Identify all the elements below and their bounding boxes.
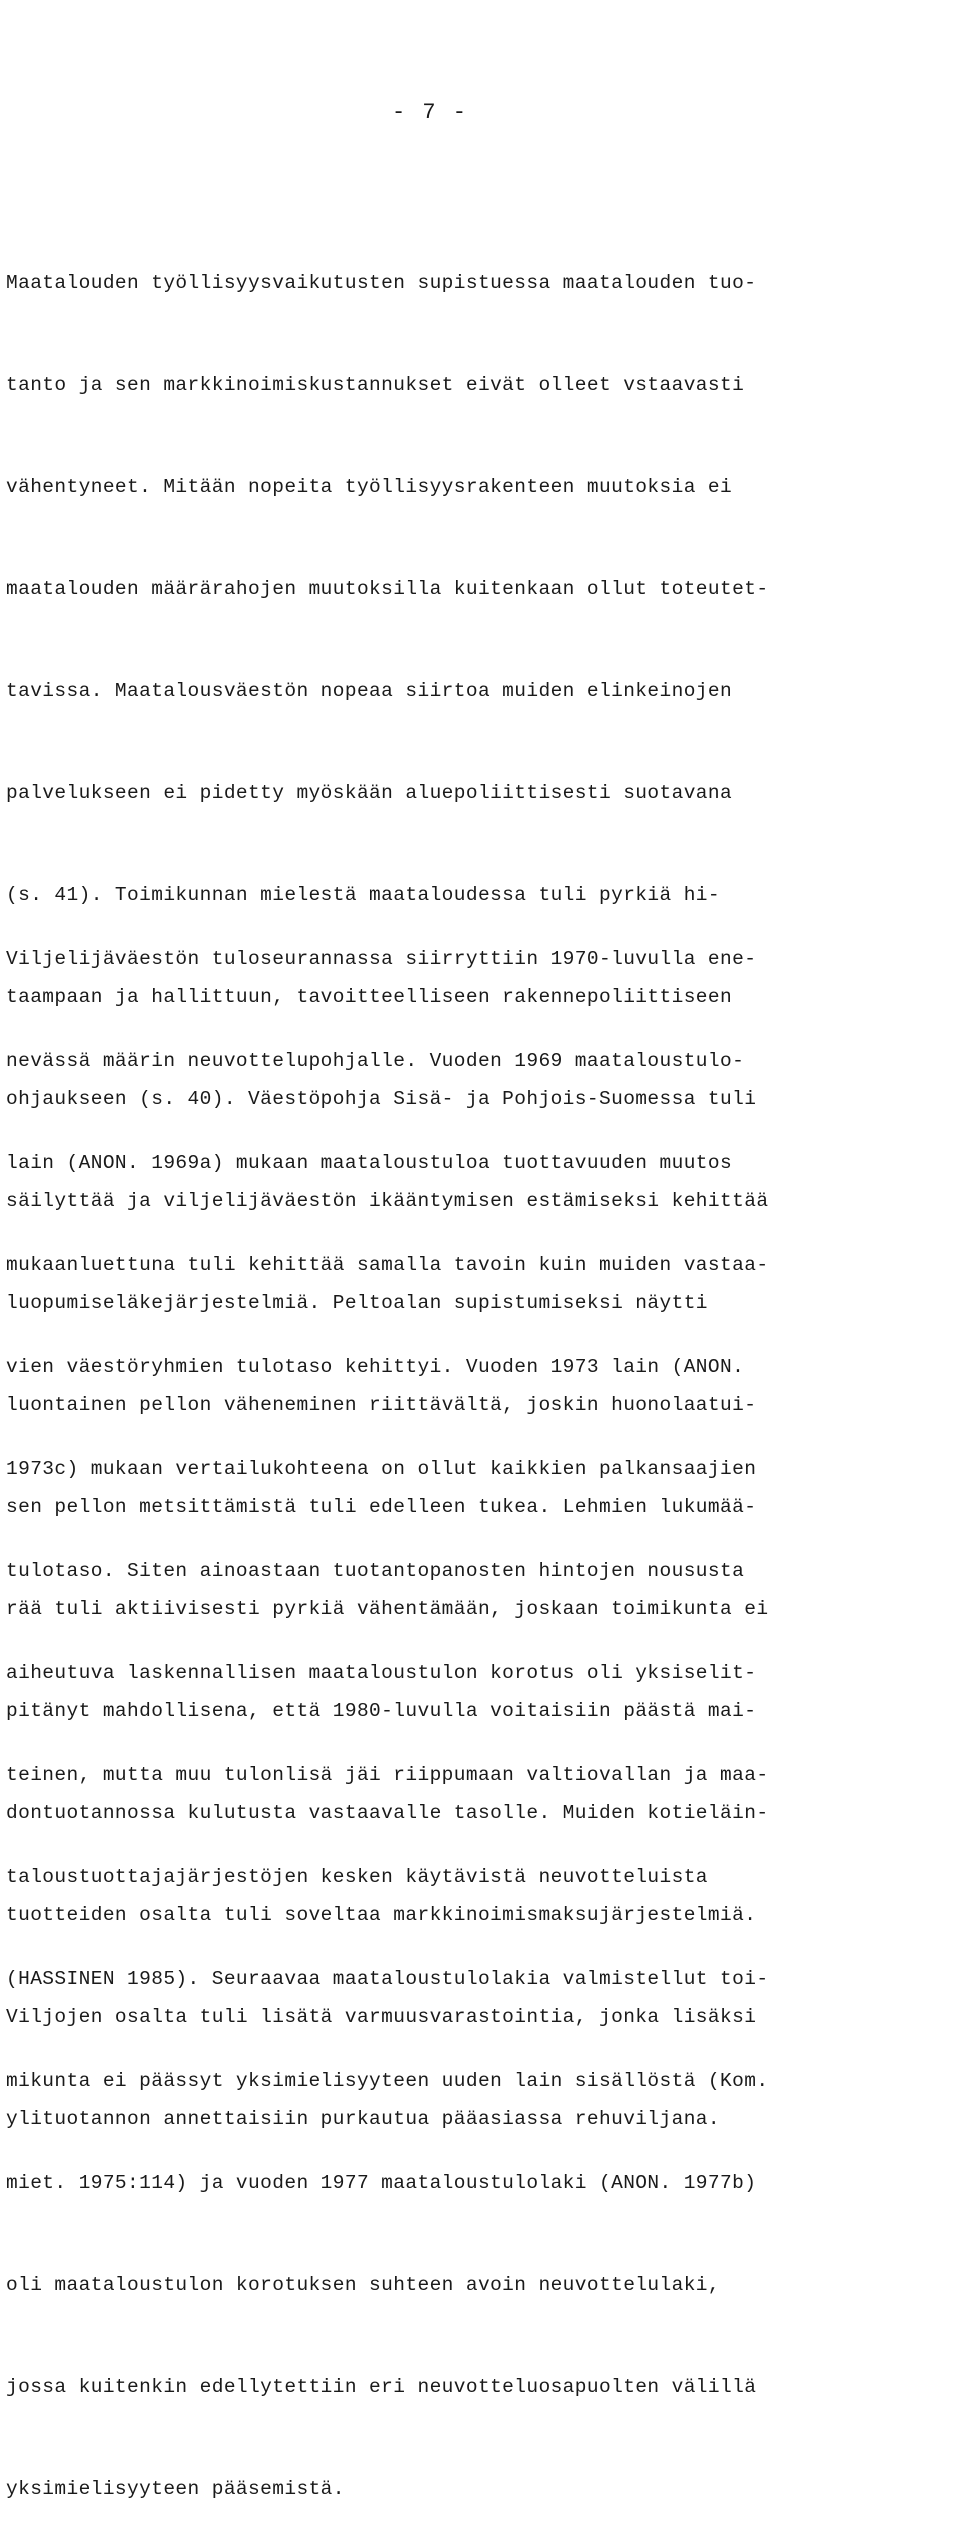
text-line: oli maataloustulon korotuksen suhteen avoin neuvottelulaki,: [6, 2274, 721, 2296]
paragraph-2: [6, 874, 768, 2540]
text-line: Viljelijäväestön tuloseurannassa siirryttiin 1970-luvulla ene-: [6, 948, 757, 970]
text-line: nevässä määrin neuvottelupohjalle. Vuoden 1969 maataloustulo-: [6, 1050, 745, 1072]
text-line: tavissa. Maatalousväestön nopeaa siirtoa muiden elinkeinojen: [6, 680, 733, 702]
text-line: säilyttää ja viljelijäväestön ikääntymisen estämiseksi kehittää: [6, 1190, 769, 1212]
text-line: teinen, mutta muu tulonlisä jäi riippumaan valtiovallan ja maa-: [6, 1764, 769, 1786]
text-line: ohjaukseen (s. 40). Väestöpohja Sisä- ja Pohjois-Suomessa tuli: [6, 1088, 757, 1110]
text-line: Viljojen osalta tuli lisätä varmuusvarastointia, jonka lisäksi: [6, 2006, 757, 2028]
text-line: taampaan ja hallittuun, tavoitteelliseen rakennepoliittiseen: [6, 986, 733, 1008]
text-line: lain (ANON. 1969a) mukaan maataloustuloa tuottavuuden muutos: [6, 1152, 733, 1174]
text-line: rää tuli aktiivisesti pyrkiä vähentämään, joskaan toimikunta ei: [6, 1598, 769, 1620]
text-line: Maatalouden työllisyysvaikutusten supistuessa maatalouden tuo-: [6, 272, 757, 294]
text-line: sen pellon metsittämistä tuli edelleen tukea. Lehmien lukumää-: [6, 1496, 757, 1518]
text-line: taloustuottajajärjestöjen kesken käytävistä neuvotteluista: [6, 1866, 708, 1888]
text-line: tulotaso. Siten ainoastaan tuotantopanosten hintojen noususta: [6, 1560, 745, 1582]
text-line: jossa kuitenkin edellytettiin eri neuvotteluosapuolten välillä: [6, 2376, 757, 2398]
text-line: pitänyt mahdollisena, että 1980-luvulla voitaisiin päästä mai-: [6, 1700, 757, 1722]
text-line: yksimielisyyteen pääsemistä.: [6, 2478, 345, 2500]
text-line: maatalouden määrärahojen muutoksilla kuitenkaan ollut toteutet-: [6, 578, 769, 600]
text-line: miet. 1975:114) ja vuoden 1977 maataloustulolaki (ANON. 1977b): [6, 2172, 757, 2194]
text-line: aiheutuva laskennallisen maataloustulon korotus oli yksiselit-: [6, 1662, 757, 1684]
text-line: vien väestöryhmien tulotaso kehittyi. Vuoden 1973 lain (ANON.: [6, 1356, 745, 1378]
text-line: luopumiseläkejärjestelmiä. Peltoalan supistumiseksi näytti: [6, 1292, 708, 1314]
text-line: dontuotannossa kulutusta vastaavalle tasolle. Muiden kotieläin-: [6, 1802, 769, 1824]
text-line: vähentyneet. Mitään nopeita työllisyysrakenteen muutoksia ei: [6, 476, 733, 498]
text-line: palvelukseen ei pidetty myöskään aluepoliittisesti suotavana: [6, 782, 733, 804]
text-line: mikunta ei päässyt yksimielisyyteen uuden lain sisällöstä (Kom.: [6, 2070, 769, 2092]
text-line: 1973c) mukaan vertailukohteena on ollut kaikkien palkansaajien: [6, 1458, 757, 1480]
text-line: ylituotannon annettaisiin purkautua pääasiassa rehuviljana.: [6, 2108, 721, 2130]
text-line: mukaanluettuna tuli kehittää samalla tavoin kuin muiden vastaa-: [6, 1254, 769, 1276]
text-line: (HASSINEN 1985). Seuraavaa maataloustulolakia valmistellut toi-: [6, 1968, 769, 1990]
text-line: tuotteiden osalta tuli soveltaa markkinoimismaksujärjestelmiä.: [6, 1904, 757, 1926]
text-line: luontainen pellon väheneminen riittävältä, joskin huonolaatui-: [6, 1394, 757, 1416]
page-number: - 7 -: [391, 100, 468, 125]
text-line: tanto ja sen markkinoimiskustannukset eivät olleet vstaavasti: [6, 374, 745, 396]
text-line: (s. 41). Toimikunnan mielestä maataloudessa tuli pyrkiä hi-: [6, 884, 721, 906]
